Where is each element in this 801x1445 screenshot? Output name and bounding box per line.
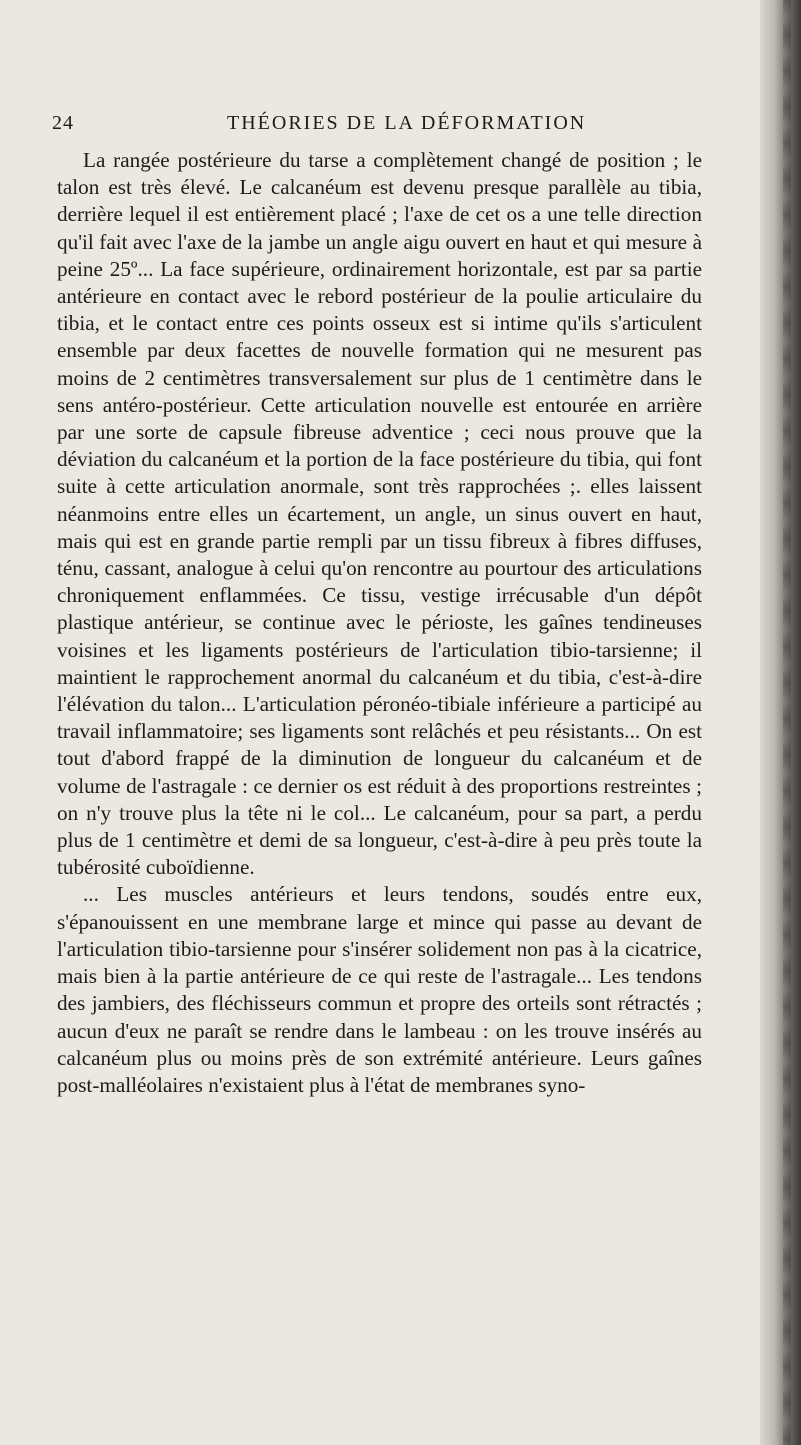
paragraph: La rangée postérieure du tarse a complètement changé de position ; le talon est très élevé. Le calcanéum est devenu presque parallèle au tibia, derrière lequel il est entièrement placé ; l'axe de cet os a une telle direction qu'il fait avec l'axe de la jambe un angle aigu ouvert en haut et qui mesure à peine 25º... La face supérieure, ordinairement horizontale, est par sa partie antérieure en contact avec le rebord postérieur de la poulie articulaire du tibia, et le contact entre ces points osseux est si intime qu'ils s'articulent ensemble par deux facettes de nouvelle formation qui ne mesurent pas moins de 2 centimètres transversalement sur plus de 1 centimètre dans le sens antéro-postérieur. Cette articulation nouvelle est entourée en arrière par une sorte de capsule fibreuse adventice ; ceci nous prouve que la déviation du calcanéum et la portion de la face postérieure du tibia, qui font suite à cette articulation anormale, sont très rapprochées ;. elles laissent néanmoins entre elles un écartement, un angle, un sinus ouvert en haut, mais qui est en grande partie rempli par un tissu fibreux à fibres diffuses, ténu, cassant, analogue à celui qu'on rencontre au pourtour des articulations chroniquement enflammées. Ce tissu, vestige irrécusable d'un dépôt plastique antérieur, se continue avec le périoste, les gaînes tendineuses voisines et les ligaments postérieurs de l'articulation tibio-tarsienne; il maintient le rapprochement anormal du calcanéum et du tibia, c'est-à-dire l'élévation du talon... L'articulation péronéo-tibiale inférieure a participé au travail inflammatoire; ses ligaments sont relâchés et peu résistants... On est tout d'abord frappé de la diminution de longueur du calcanéum et de volume de l'astragale : ce dernier os est réduit à des proportions restreintes ; on n'y trouve plus la tête ni le col... Le calcanéum, pour sa part, a perdu plus de 1 centimètre et demi de sa longueur, c'est-à-dire à peu près toute la tubérosité cuboïdienne. bbox=[57, 148, 702, 880]
page-header bbox=[52, 112, 712, 142]
running-title: THÉORIES DE LA DÉFORMATION bbox=[227, 112, 587, 134]
body-text bbox=[57, 147, 702, 1099]
paragraph: ... Les muscles antérieurs et leurs tendons, soudés entre eux, s'épanouissent en une membrane large et mince qui passe au devant de l'articulation tibio-tarsienne pour s'insérer solidement non pas à la cicatrice, mais bien à la partie antérieure de ce qui reste de l'astragale... Les tendons des jambiers, des fléchisseurs commun et propre des orteils sont rétractés ; aucun d'eux ne paraît se rendre dans le lambeau : on les trouve insérés au calcanéum plus ou moins près de son extrémité antérieure. Leurs gaînes post-malléolaires n'existaient plus à l'état de membranes syno- bbox=[57, 882, 702, 1097]
page-number: 24 bbox=[52, 112, 74, 134]
book-binding-edge bbox=[760, 0, 801, 1445]
binding-shadow bbox=[783, 0, 791, 1445]
